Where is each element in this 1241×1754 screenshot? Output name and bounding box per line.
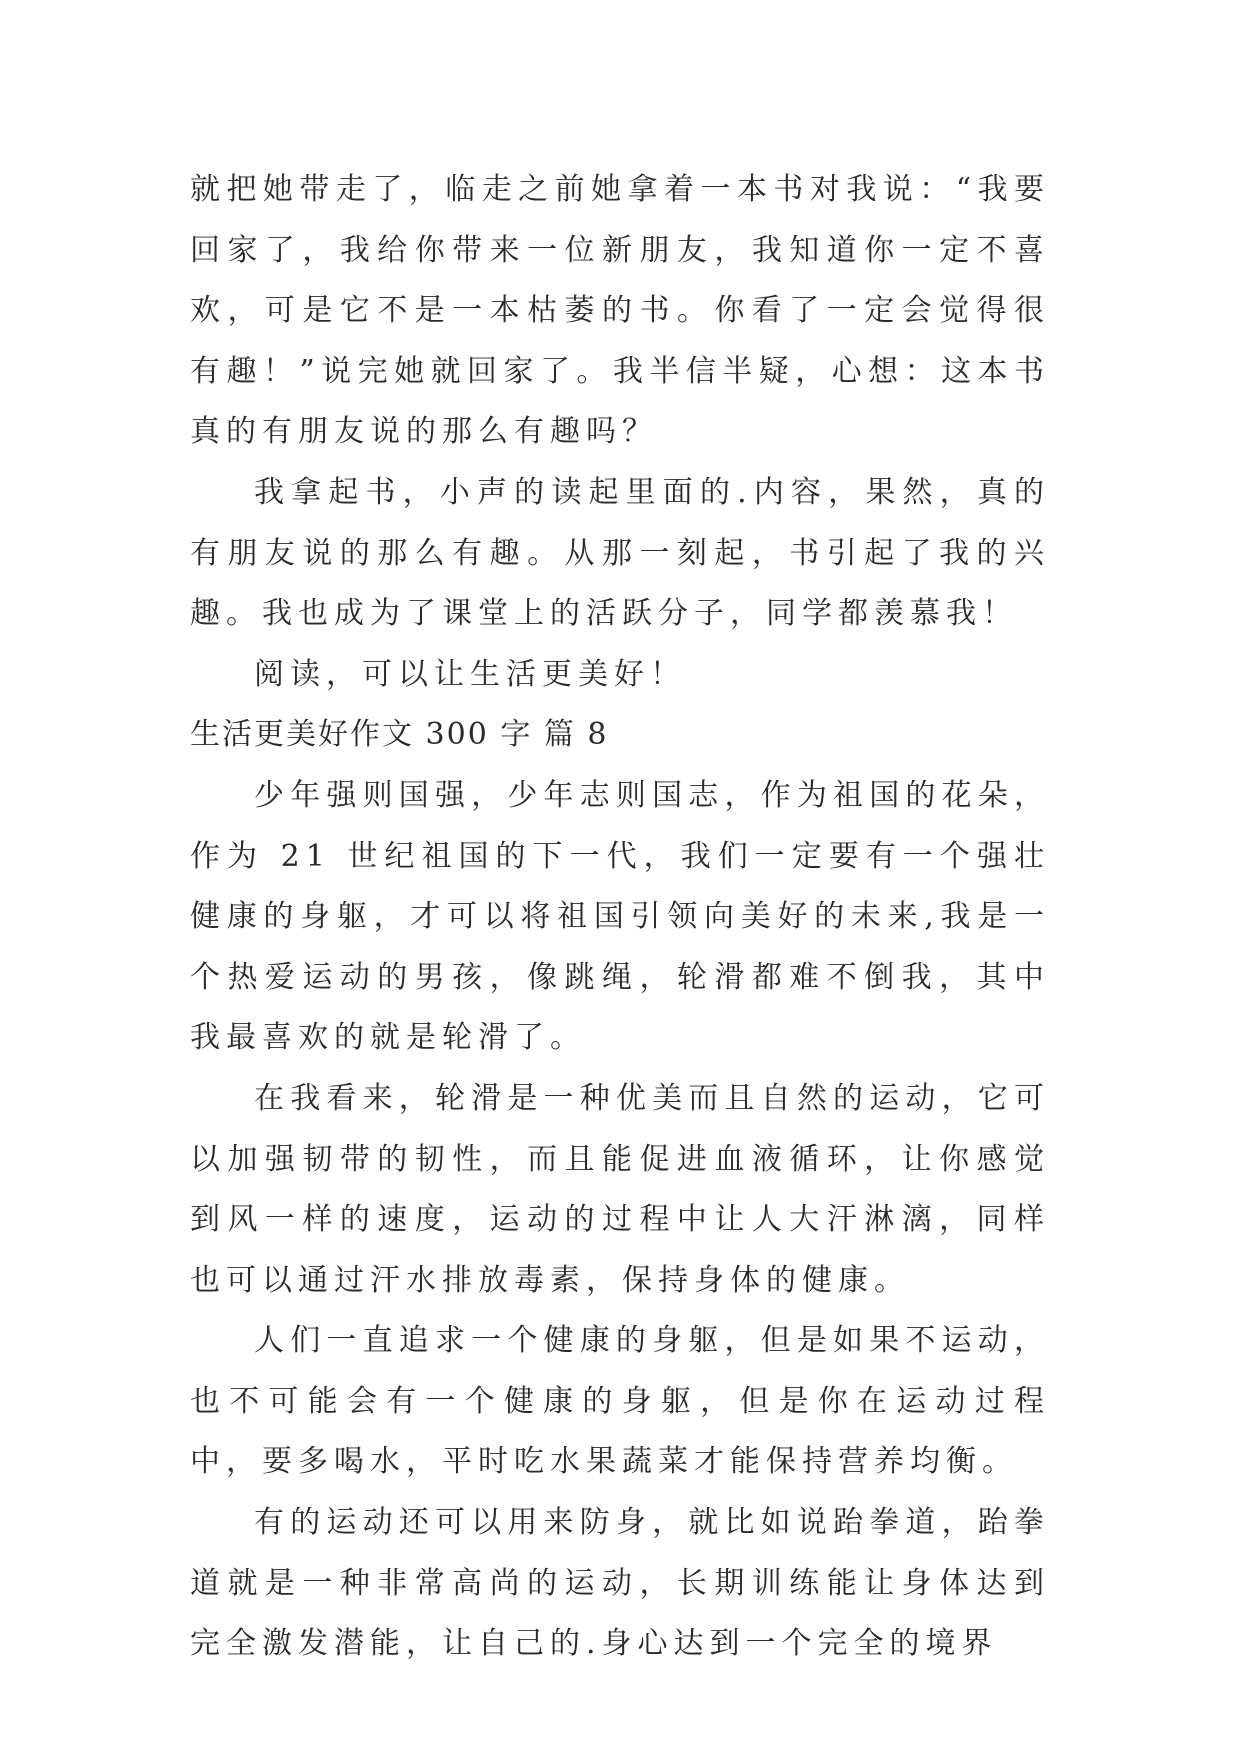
paragraph: 少年强则国强，少年志则国志，作为祖国的花朵，作为 21 世纪祖国的下一代，我们一定要有一个强壮健康的身躯，才可以将祖国引领向美好的未来,我是一个热爱运动的男孩，像跳绳，轮滑都难不倒我，其中我最喜欢的就是轮滑了。 <box>190 777 1050 1056</box>
paragraph: 在我看来，轮滑是一种优美而且自然的运动，它可以加强韧带的韧性，而且能促进血液循环，让你感觉到风一样的速度，运动的过程中让人大汗淋漓，同样也可以通过汗水排放毒素，保持身体的健康。 <box>190 1080 1050 1298</box>
paragraph: 有的运动还可以用来防身，就比如说跆拳道，跆拳道就是一种非常高尚的运动，长期训练能让身体达到完全激发潜能，让自己的.身心达到一个完全的境界 <box>190 1505 1050 1662</box>
paragraph: 人们一直追求一个健康的身躯，但是如果不运动，也不可能会有一个健康的身躯，但是你在运动过程中，要多喝水，平时吃水果蔬菜才能保持营养均衡。 <box>190 1323 1050 1480</box>
paragraph: 我拿起书，小声的读起里面的.内容，果然，真的有朋友说的那么有趣。从那一刻起，书引起了我的兴趣。我也成为了课堂上的活跃分子，同学都羡慕我！ <box>190 474 1050 632</box>
paragraph: 阅读，可以让生活更美好！ <box>254 656 686 692</box>
document-body <box>190 160 1050 1675</box>
paragraph: 就把她带走了，临走之前她拿着一本书对我说：“我要回家了，我给你带来一位新朋友，我知道你一定不喜欢，可是它不是一本枯萎的书。你看了一定会觉得很有趣！”说完她就回家了。我半信半疑，心想：这本书真的有朋友说的那么有趣吗？ <box>190 172 1050 450</box>
section-heading: 生活更美好作文 300 字 篇 8 <box>190 717 609 753</box>
